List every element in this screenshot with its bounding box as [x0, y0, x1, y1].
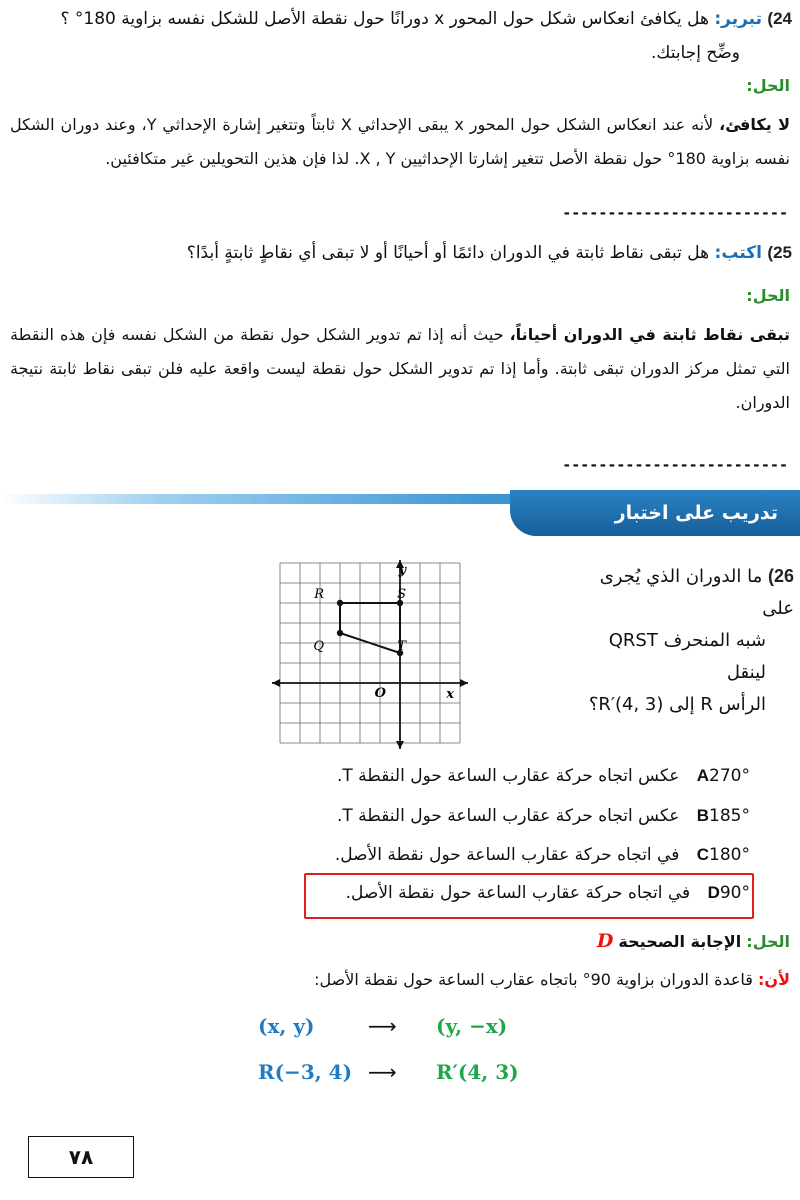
example-output: R′(4, 3)	[436, 1060, 519, 1084]
choice-c[interactable]	[335, 845, 750, 865]
rotation-example	[258, 1060, 558, 1090]
solution-24-paragraph	[10, 108, 790, 176]
trapezoid-qrst	[340, 603, 400, 653]
solution-label: الحل:	[746, 76, 790, 95]
question-keyword: تبرير:	[714, 9, 762, 29]
question-24-line2: وضِّح إجابتك.	[650, 43, 740, 63]
point-q	[337, 630, 343, 636]
question-26	[564, 560, 794, 721]
choice-d[interactable]	[346, 883, 750, 903]
label-s: S	[397, 587, 406, 602]
label-t: T	[397, 639, 406, 654]
solution-26-answer	[597, 930, 790, 952]
rule-input: (x, y)	[258, 1014, 315, 1038]
solution-25-paragraph	[10, 318, 790, 420]
question-keyword: اكتب:	[714, 243, 762, 263]
page-number: ٧٨	[28, 1136, 134, 1178]
solution-label: الحل:	[746, 932, 790, 951]
choice-text: 90° في اتجاه حركة عقارب الساعة حول نقطة الأصل.	[345, 883, 750, 903]
choice-letter: D	[707, 883, 720, 902]
rule-output: (y, −x)	[436, 1014, 508, 1038]
choice-text: 180° في اتجاه حركة عقارب الساعة حول نقطة الأصل.	[334, 845, 750, 865]
question-line: الرأس R إلى R′(4, 3)؟	[588, 694, 766, 715]
choice-text: 270° عكس اتجاه حركة عقارب الساعة حول النقطة T.	[336, 766, 750, 786]
choice-letter: A	[696, 766, 710, 785]
label-origin: O	[374, 686, 386, 701]
question-24	[8, 4, 792, 34]
solution-text: حيث أنه إذا تم تدوير الشكل حول نقطة من الشكل نفسه فإن هذه النقطة التي تمثل مركز الدوران تبقى ثابتة. وأما إذا تم تدوير الشكل حول نقطة ليست واقعة عليه فلن تبقى نقاط ثابتة نتيجة الدوران.	[10, 325, 790, 412]
solution-bold: لا يكافئ،	[719, 115, 791, 134]
question-number: 25)	[767, 243, 792, 262]
choice-text: 185° عكس اتجاه حركة عقارب الساعة حول النقطة T.	[336, 806, 750, 826]
question-line: ما الدوران الذي يُجرى على	[599, 566, 794, 619]
x-axis-arrow-right	[460, 679, 468, 687]
example-arrow: ⟶	[368, 1060, 397, 1084]
question-text: هل يكافئ انعكاس شكل حول المحور x دورانًا حول نقطة الأصل للشكل نفسه بزاوية 180° ؟	[60, 9, 709, 29]
choice-a[interactable]	[337, 766, 750, 786]
coordinate-graph	[268, 560, 474, 750]
choice-letter: C	[696, 845, 710, 864]
because-text: قاعدة الدوران بزاوية 90° باتجاه عقارب الساعة حول نقطة الأصل:	[314, 970, 753, 989]
point-r	[337, 600, 343, 606]
label-q: Q	[313, 639, 324, 654]
divider: -------------------------	[562, 456, 788, 474]
because-label: لأن:	[758, 970, 790, 989]
question-number: 24)	[767, 9, 792, 28]
rotation-rule	[258, 1014, 558, 1044]
grid-lines	[280, 563, 460, 743]
label-x-axis: x	[446, 687, 454, 702]
question-line: شبه المنحرف QRST لينقل	[608, 630, 766, 683]
y-axis-arrow-down	[396, 741, 404, 749]
label-r: R	[314, 587, 324, 602]
choice-b[interactable]	[337, 806, 750, 826]
question-text: هل تبقى نقاط ثابتة في الدوران دائمًا أو أحيانًا أو لا تبقى أي نقاطٍ ثابتةٍ أبدًا؟	[186, 243, 710, 263]
question-number: 26)	[767, 566, 794, 586]
answer-text: الإجابة الصحيحة	[618, 932, 742, 951]
divider: -------------------------	[562, 204, 788, 222]
rule-arrow: ⟶	[368, 1014, 397, 1038]
solution-26-reason	[314, 970, 790, 989]
answer-letter: D	[596, 930, 614, 952]
question-25	[8, 238, 792, 268]
x-axis-arrow-left	[272, 679, 280, 687]
choice-letter: B	[696, 806, 710, 825]
solution-bold: تبقى نقاط ثابتة في الدوران أحياناً،	[509, 325, 791, 344]
banner-title: تدريب على اختبار	[614, 502, 778, 524]
label-y-axis: y	[398, 563, 406, 578]
example-input: R(−3, 4)	[258, 1060, 353, 1084]
banner	[510, 490, 800, 536]
solution-label: الحل:	[746, 286, 790, 305]
solution-text: لأنه عند انعكاس الشكل حول المحور x يبقى الإحداثي X ثابتاً وتتغير إشارة الإحداثي Y، وعند دوران الشكل نفسه بزاوية 180° حول نقطة الأصل تتغير إشارتا الإحداثيين X , Y. لذا فإن هذين التحويلين غير متكافئين.	[10, 115, 790, 168]
